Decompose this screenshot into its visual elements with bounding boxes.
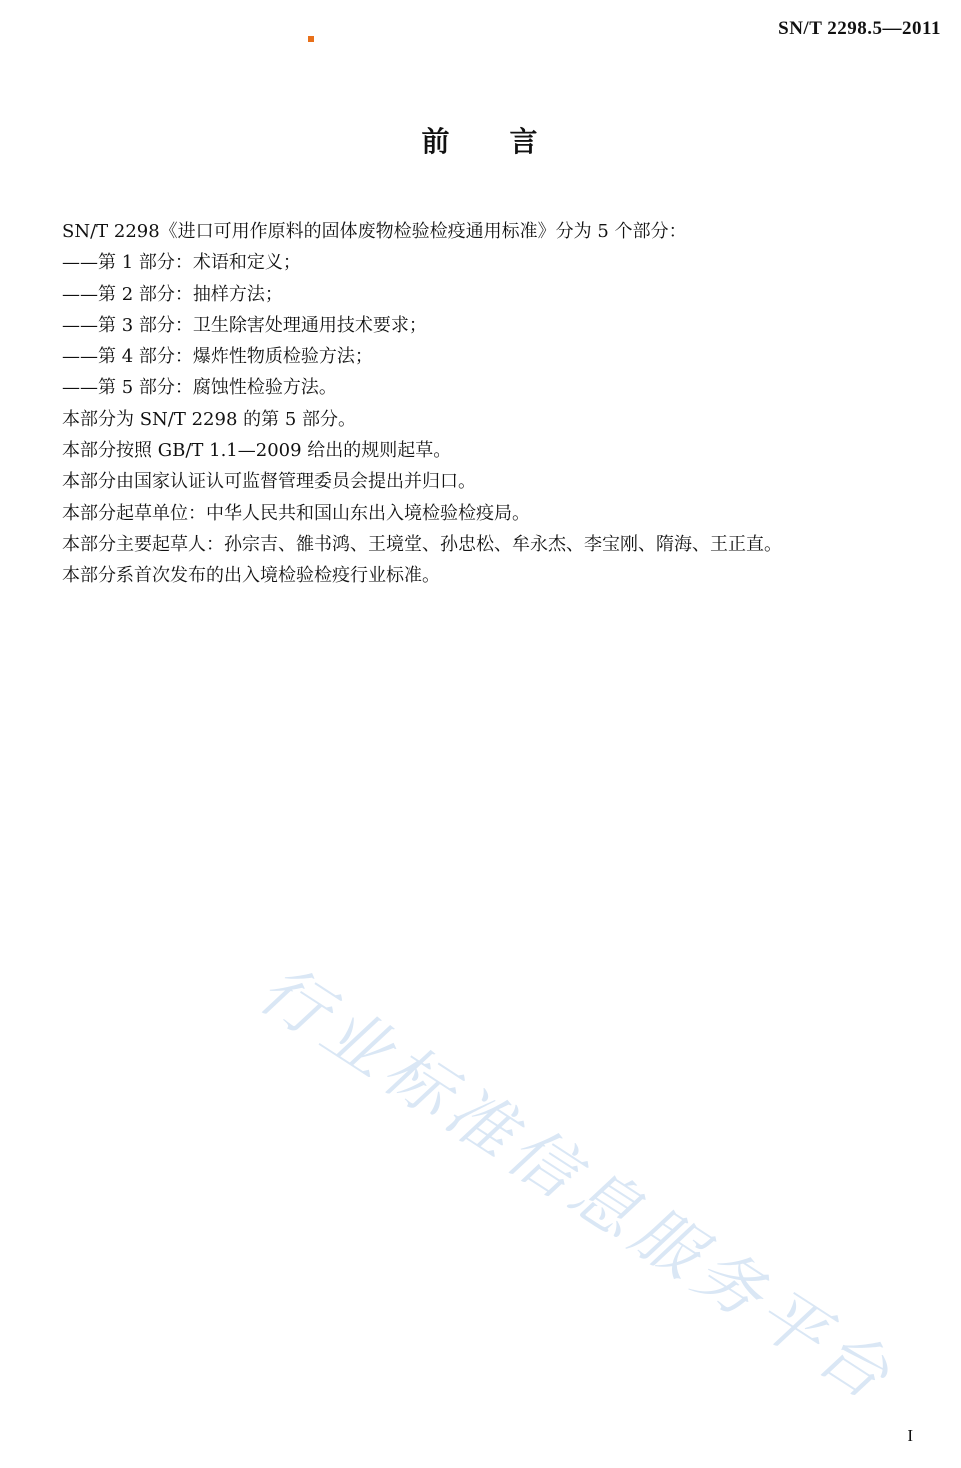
body-line: SN/T 2298《进口可用作原料的固体废物检验检疫通用标准》分为 5 个部分： [62, 221, 687, 242]
body-line: 本部分为 SN/T 2298 的第 5 部分。 [62, 408, 357, 430]
body-line: 本部分系首次发布的出入境检验检疫行业标准。 [62, 565, 440, 587]
body-line: 本部分主要起草人：孙宗吉、雒书鸿、王境堂、孙忠松、牟永杰、李宝刚、隋海、王正直。 [62, 533, 782, 555]
foreword-body [62, 216, 922, 592]
body-line: 本部分由国家认证认可监督管理委员会提出并归口。 [62, 471, 476, 493]
body-line: 本部分按照 GB/T 1.1—2009 给出的规则起草。 [62, 440, 452, 462]
body-line: 本部分起草单位：中华人民共和国山东出入境检验检疫局。 [62, 502, 530, 524]
body-line: ——第 4 部分：爆炸性物质检验方法； [62, 346, 373, 368]
standard-number-header: SN/T 2298.5—2011 [778, 18, 941, 39]
body-line: ——第 5 部分：腐蚀性检验方法。 [62, 377, 337, 399]
body-line: ——第 1 部分：术语和定义； [62, 252, 301, 274]
orange-mark [308, 36, 314, 42]
title-char-1: 前 [421, 125, 452, 158]
page-title [0, 120, 961, 160]
body-line: ——第 3 部分：卫生除害处理通用技术要求； [62, 314, 427, 336]
watermark: 行业标准信息服务平台 [245, 950, 909, 1418]
page-number: I [907, 1426, 913, 1445]
title-char-2: 言 [509, 125, 540, 158]
body-line: ——第 2 部分：抽样方法； [62, 283, 283, 305]
